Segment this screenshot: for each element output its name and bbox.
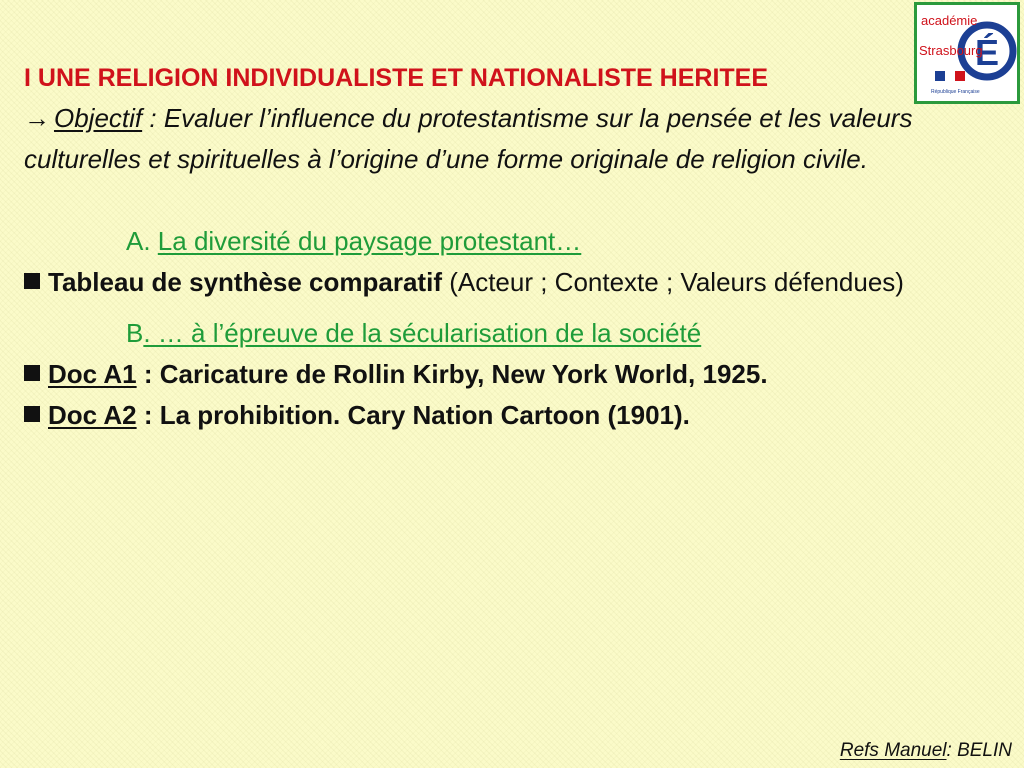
section-b-letter: B (126, 318, 144, 348)
doc-a2-ref: Doc A2 (48, 400, 137, 430)
footer-value: : BELIN (946, 740, 1012, 761)
section-a-heading (24, 221, 984, 262)
slide-content (24, 58, 984, 436)
doc-a1-item (24, 354, 984, 395)
objective-paragraph (24, 98, 984, 180)
square-bullet-icon (24, 406, 40, 422)
section-a-title: La diversité du paysage protestant… (157, 226, 582, 256)
doc-a1-ref: Doc A1 (48, 359, 137, 389)
doc-a2-text: : La prohibition. Cary Nation Cartoon (1901). (136, 400, 690, 430)
section-b-heading (24, 313, 984, 354)
section-a-bullet (24, 262, 984, 303)
square-bullet-icon (24, 365, 40, 381)
footer-reference (840, 740, 1012, 762)
doc-a2-item (24, 395, 984, 436)
slide-title: I UNE RELIGION INDIVIDUALISTE ET NATIONALISTE HERITEE (24, 64, 769, 92)
footer-label: Refs Manuel (839, 740, 947, 761)
synthesis-table-label: Tableau de synthèse comparatif (48, 267, 442, 297)
objective-text: : Evaluer l’influence du protestantisme sur la pensée et les valeurs culturelles et spirituelles à l’origine d’une forme originale de religion civile. (24, 103, 913, 174)
logo-letter: É (974, 32, 1000, 73)
square-bullet-icon (24, 273, 40, 289)
section-b-title: . … à l’épreuve de la sécularisation de la société (143, 318, 702, 348)
spacer (24, 303, 984, 313)
logo-line1: académie (921, 13, 978, 28)
section-a-letter: A. (126, 226, 158, 256)
synthesis-table-details: (Acteur ; Contexte ; Valeurs défendues) (441, 267, 904, 297)
doc-a1-text: : Caricature de Rollin Kirby, New York World, 1925. (136, 359, 768, 389)
spacer (24, 180, 984, 221)
logo-line2: Strasbourg (919, 43, 983, 58)
arrow-icon: → (24, 103, 50, 133)
objective-label: Objectif (54, 103, 143, 133)
logo-caption: République Française (931, 89, 980, 95)
